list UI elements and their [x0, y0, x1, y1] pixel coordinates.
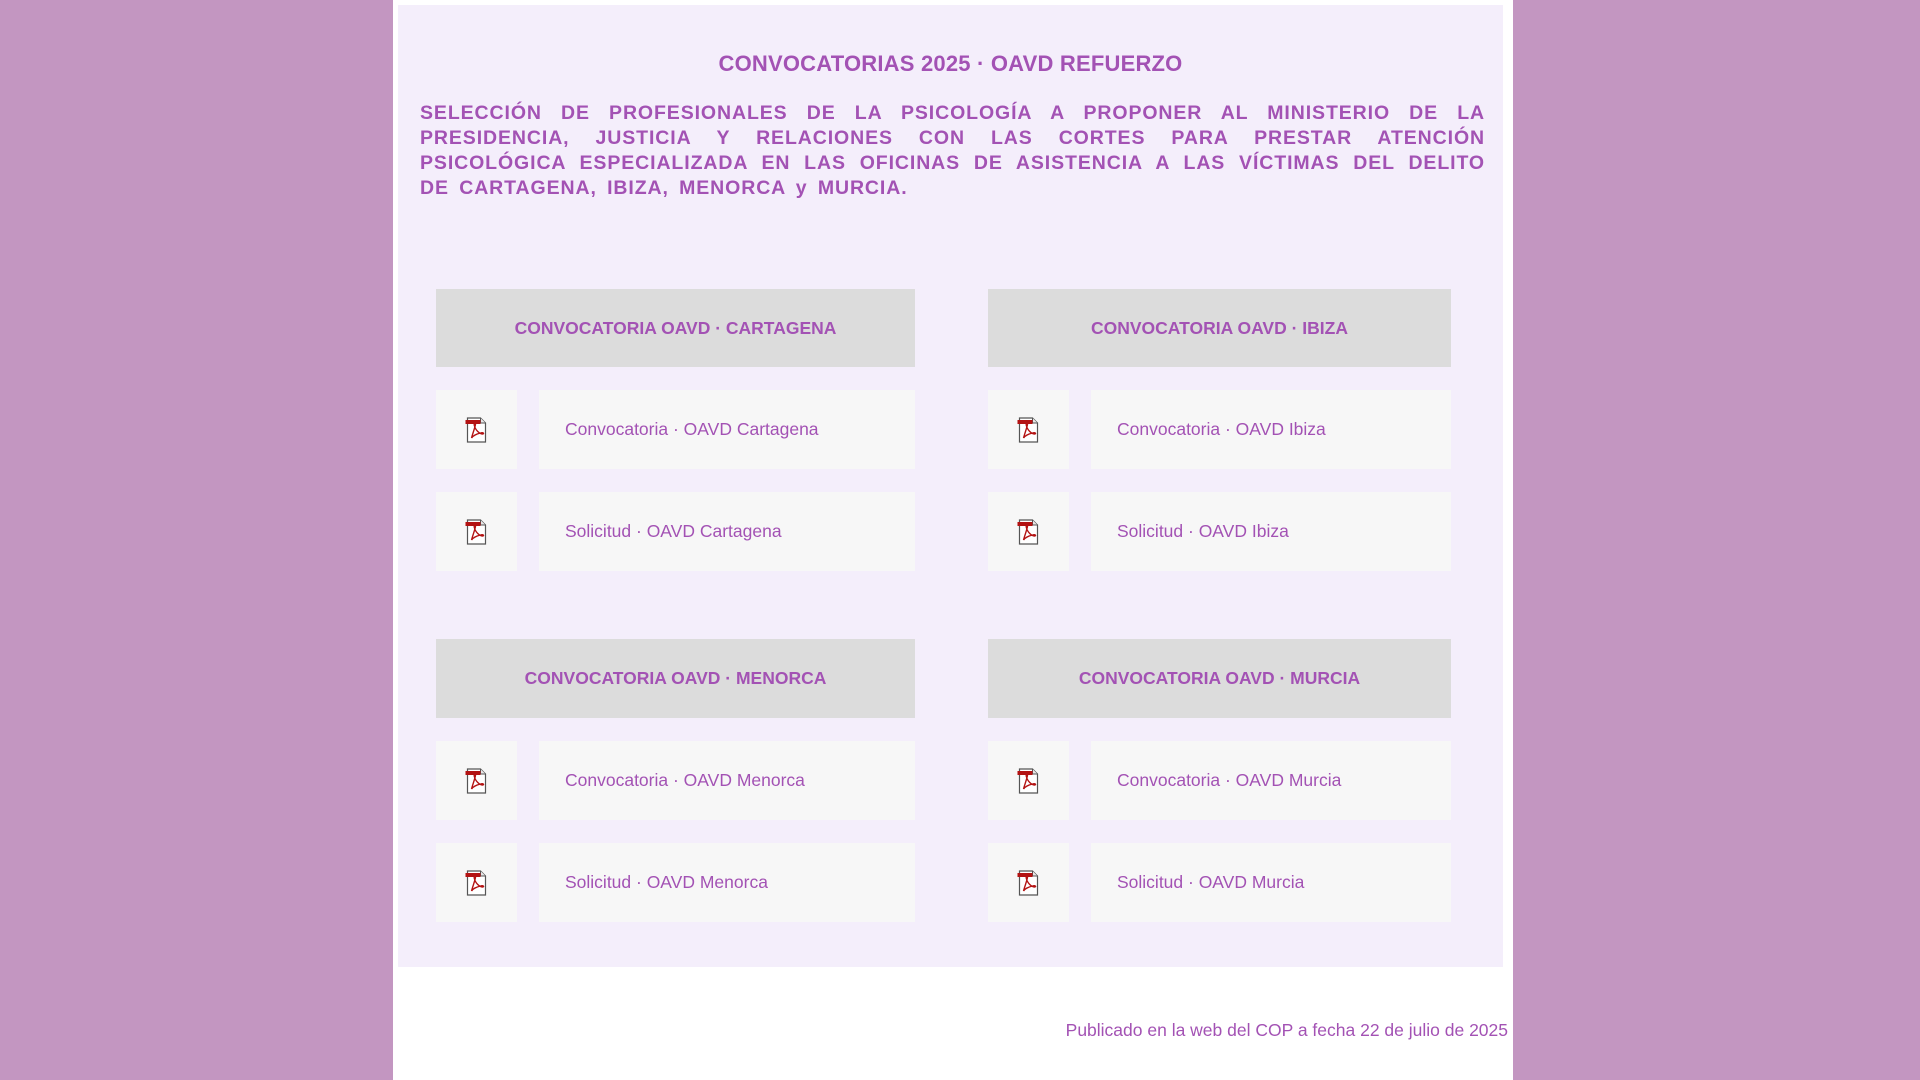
content-panel: [398, 5, 1503, 967]
section-title: CONVOCATORIA OAVD · IBIZA: [988, 289, 1451, 367]
convocatoria-link-cartagena[interactable]: Convocatoria · OAVD Cartagena: [539, 390, 915, 469]
convocatoria-link-murcia[interactable]: Convocatoria · OAVD Murcia: [1091, 741, 1451, 820]
pdf-icon[interactable]: [436, 843, 517, 922]
convocatoria-link-ibiza[interactable]: Convocatoria · OAVD Ibiza: [1091, 390, 1451, 469]
convocatoria-link-menorca[interactable]: Convocatoria · OAVD Menorca: [539, 741, 915, 820]
pdf-icon[interactable]: [988, 492, 1069, 571]
page-container: [393, 0, 1513, 1080]
pdf-icon[interactable]: [436, 390, 517, 469]
section-title: CONVOCATORIA OAVD · MENORCA: [436, 639, 915, 718]
solicitud-link-ibiza[interactable]: Solicitud · OAVD Ibiza: [1091, 492, 1451, 571]
section-title: CONVOCATORIA OAVD · CARTAGENA: [436, 289, 915, 367]
pdf-icon[interactable]: [988, 741, 1069, 820]
solicitud-link-menorca[interactable]: Solicitud · OAVD Menorca: [539, 843, 915, 922]
section-title: CONVOCATORIA OAVD · MURCIA: [988, 639, 1451, 718]
solicitud-link-cartagena[interactable]: Solicitud · OAVD Cartagena: [539, 492, 915, 571]
solicitud-link-murcia[interactable]: Solicitud · OAVD Murcia: [1091, 843, 1451, 922]
page-title: CONVOCATORIAS 2025 · OAVD REFUERZO: [718, 51, 1183, 76]
pdf-icon[interactable]: [988, 843, 1069, 922]
pdf-icon[interactable]: [436, 741, 517, 820]
pdf-icon[interactable]: [436, 492, 517, 571]
pdf-icon[interactable]: [988, 390, 1069, 469]
intro-text: SELECCIÓN DE PROFESIONALES DE LA PSICOLOGÍA A PROPONER AL MINISTERIO DE LA PRESIDENCIA, JUSTICIA Y RELACIONES CON LAS CORTES PARA PRESTAR ATENCIÓN PSICOLÓGICA ESPECIALIZADA EN LAS OFICINAS DE ASISTENCIA A LAS VÍCTIMAS DEL DELITO DE CARTAGENA, IBIZA, MENORCA y MURCIA.: [420, 102, 1485, 199]
publication-footer: Publicado en la web del COP a fecha 22 de julio de 2025: [1065, 1020, 1508, 1040]
